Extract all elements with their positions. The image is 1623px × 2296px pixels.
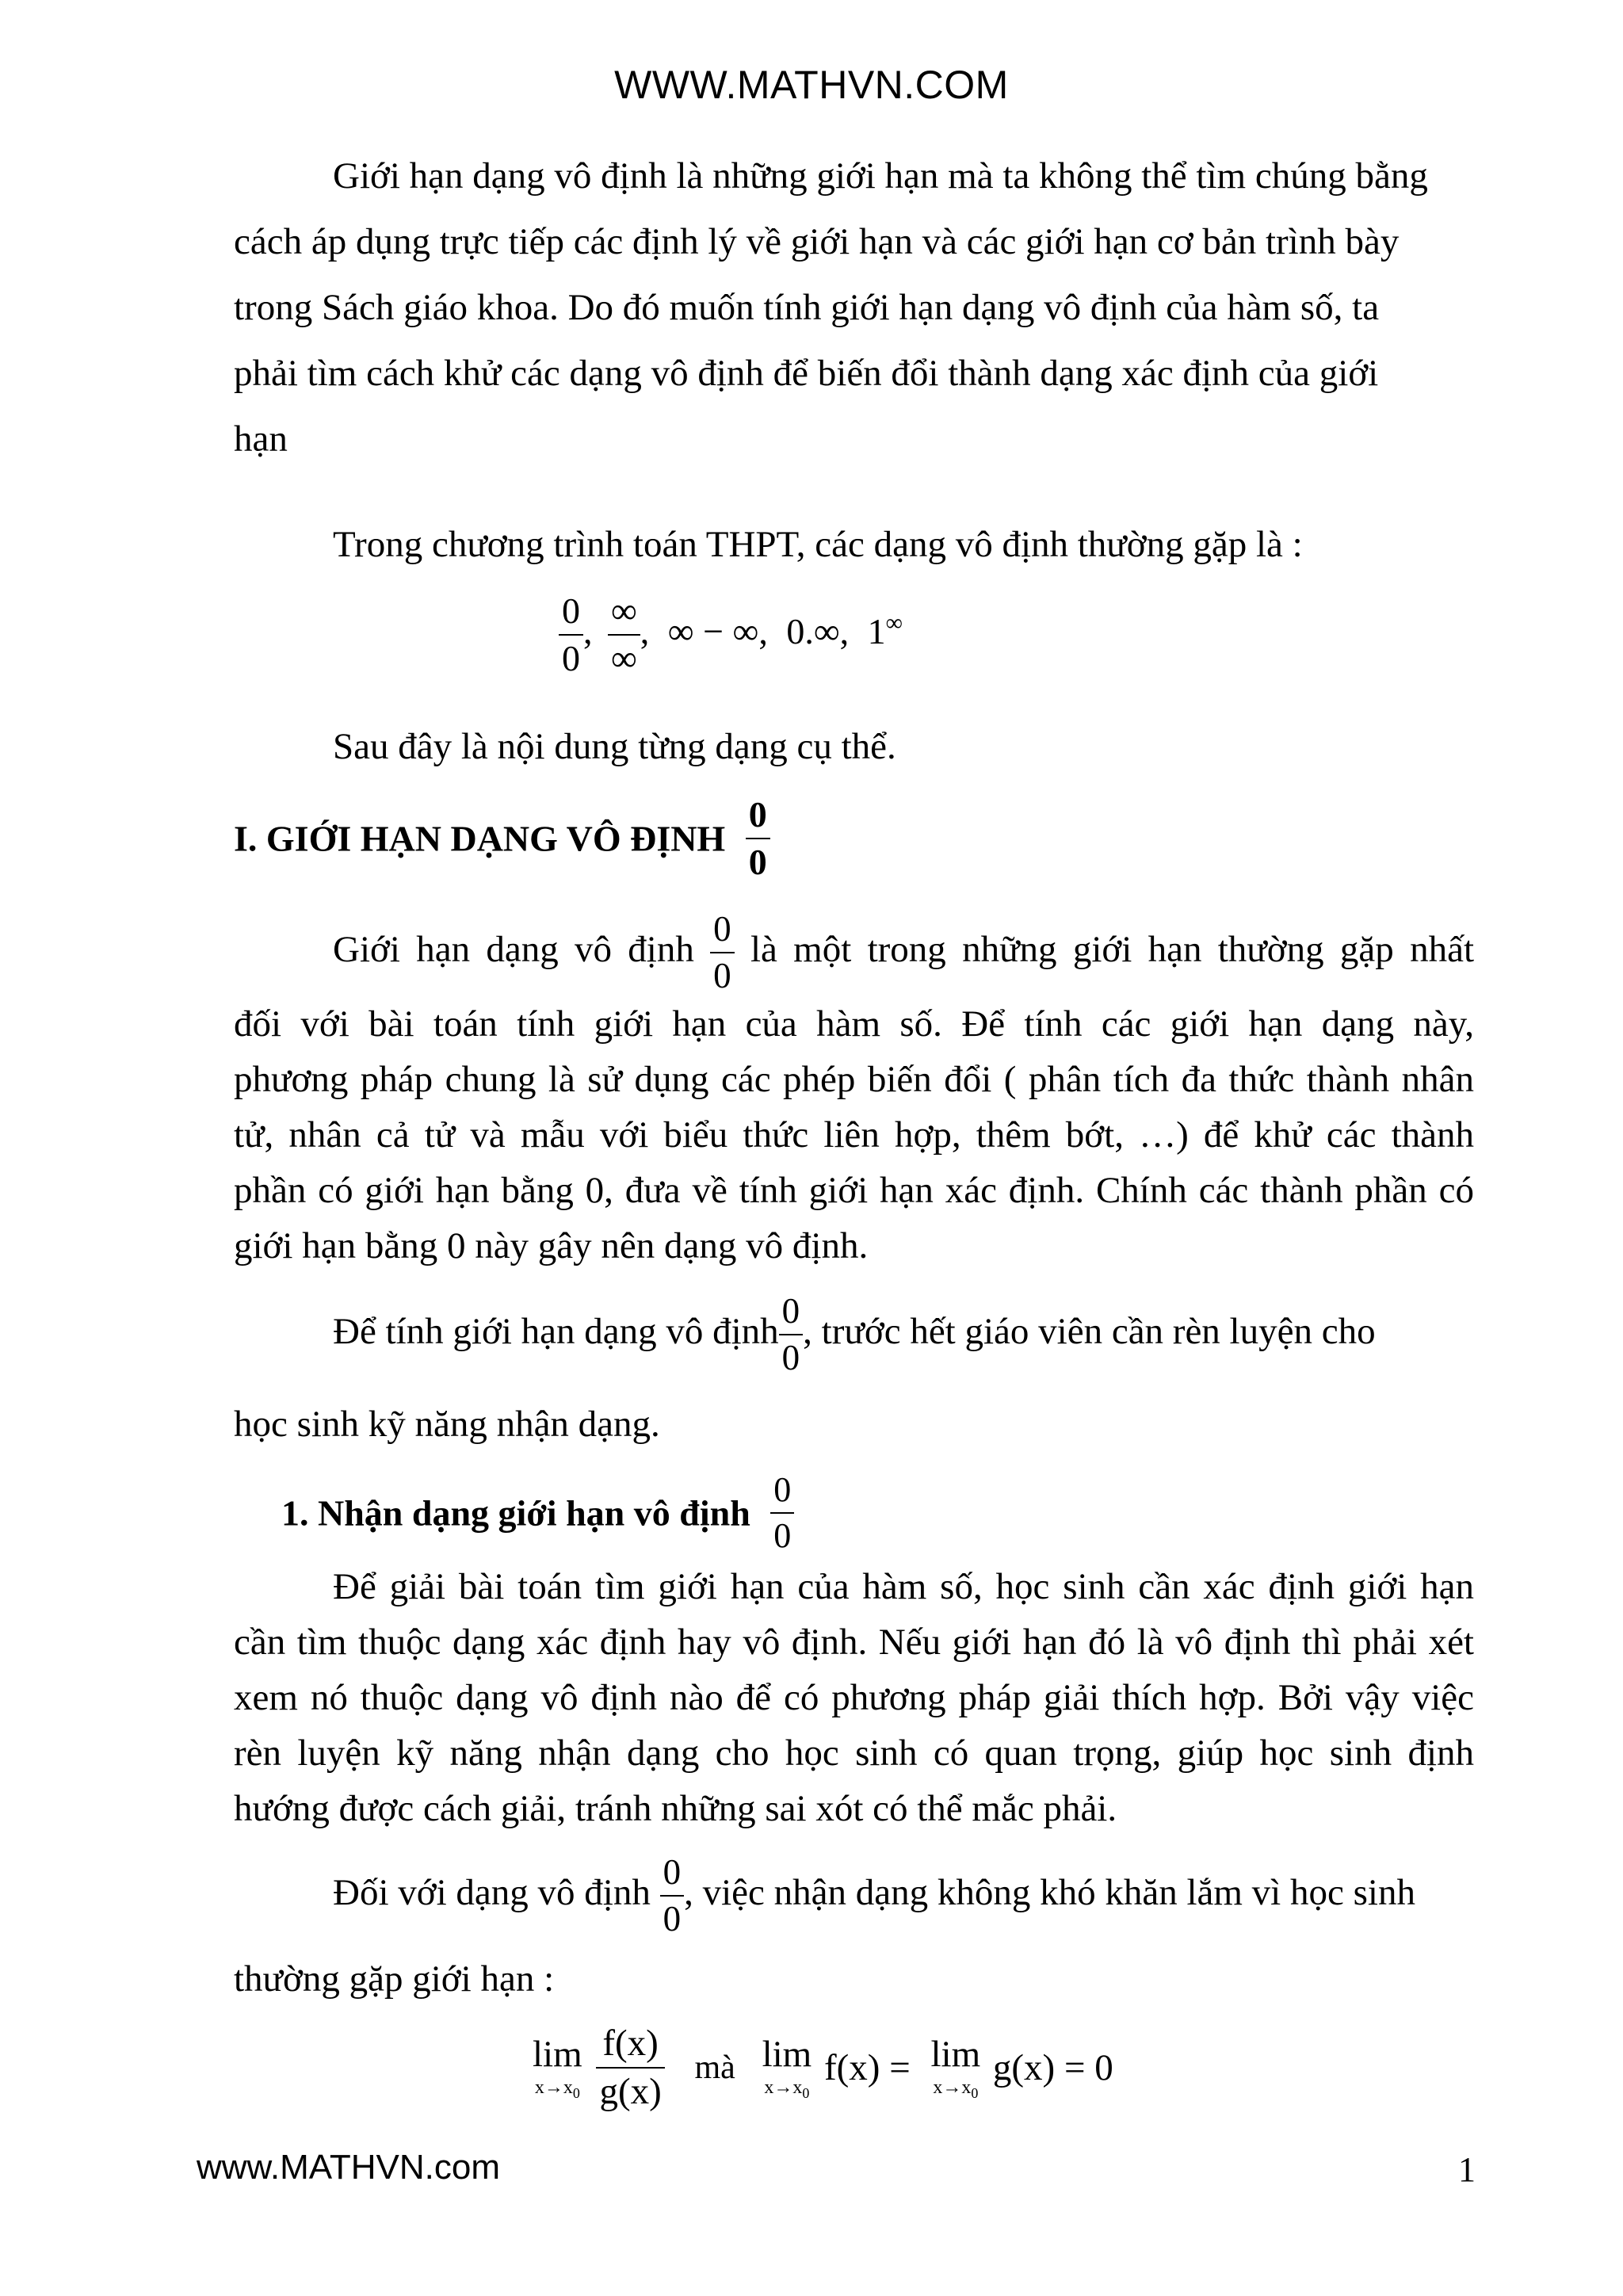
limit-formula [533,2025,1113,2111]
limit-operator: lim $x\to x_0$ [930,2033,981,2101]
ma-word: mà [694,2050,735,2086]
intro-line-3: trong Sách giáo khoa. Do đó muốn tính giới hạn dạng vô định của hàm số, ta [234,287,1380,328]
page-number: 1 [1458,2150,1476,2189]
intro-line-5: hạn [234,418,288,460]
inline-fraction: $\frac{0}{0}$ [660,1855,685,1937]
page-footer-site: www.MATHVN.com [197,2148,500,2187]
sub-p1-line-5: hướng được cách giải, tránh những sai xót có thể mắc phải. [234,1788,1117,1829]
sub-p2-line-1: Đối với dạng vô định $\frac{0}{0}$ , việc nhận dạng không khó khăn lắm vì học sinh [333,1852,1415,1939]
intro-line-1: Giới hạn dạng vô định là những giới hạn mà ta không thể tìm chúng bằng [333,155,1428,197]
heading-fraction: $\frac{0}{0}$ [746,797,770,881]
section-p1-line-3: phương pháp chung là sử dụng các phép biến đổi ( phân tích đa thức thành nhân [234,1059,1474,1100]
section-p2-line-1: Để tính giới hạn dạng vô định $\frac{0}{0}$ , trước hết giáo viên cần rèn luyện cho [333,1291,1376,1377]
limit-numerator-expression: f(x) = [824,2047,911,2088]
section-p1-line-5: phần có giới hạn bằng 0, đưa về tính giới hạn xác định. Chính các thành phần có [234,1170,1474,1211]
sub-p1-line-4: rèn luyện kỹ năng nhận dạng cho học sinh có quan trọng, giúp học sinh định [234,1733,1474,1774]
section-p1-line-6: giới hạn bằng 0 này gây nên dạng vô định. [234,1225,869,1266]
form-zero-times-inf: 0.∞, [786,610,850,651]
page-header: WWW.MATHVN.COM [614,63,1009,107]
form-one-pow-inf: 1∞ [867,609,903,651]
form-inf-over-inf: $\frac{\infty}{\infty}$ [608,593,640,677]
limit-operator: lim $x\to x_0$ [533,2033,582,2101]
section-p1-line-1: Giới hạn dạng vô định $\frac{0}{0}$ là một trong những giới hạn thường gặp nhất [333,909,1474,995]
form-inf-minus-inf: ∞ − ∞, [667,610,768,651]
section-p1-line-4: tử, nhân cả tử và mẫu với biểu thức liên hợp, thêm bớt, …) để khử các thành [234,1114,1474,1156]
heading-fraction: $\frac{0}{0}$ [770,1473,794,1553]
inline-fraction: $\frac{0}{0}$ [779,1293,804,1376]
intro-line-4: phải tìm cách khử các dạng vô định để biến đổi thành dạng xác định của giới [234,353,1379,394]
section-p1-line-2: đối với bài toán tính giới hạn của hàm số. Để tính các giới hạn dạng này, [234,1003,1474,1045]
section-p2-line-2: học sinh kỹ năng nhận dạng. [234,1404,660,1445]
limit-operator: lim $x\to x_0$ [762,2033,812,2101]
intro-line-2: cách áp dụng trực tiếp các định lý về giới hạn và các giới hạn cơ bản trình bày [234,221,1400,262]
intro-forms-sentence: Trong chương trình toán THPT, các dạng vô định thường gặp là : [333,524,1303,565]
section-heading: I. GIỚI HẠN DẠNG VÔ ĐỊNH $\frac{0}{0}$ [234,797,770,881]
sub-p1-line-2: cần tìm thuộc dạng xác định hay vô định. Nếu giới hạn đó là vô định thì phải xét [234,1622,1474,1663]
indeterminate-forms: $\frac{0}{0}$ , $\frac{\infty}{\infty}$ , ∞ − ∞, 0.∞, 1∞ [559,593,903,677]
subsection-heading: 1. Nhận dạng giới hạn vô định $\frac{0}{0}$ [281,1473,794,1553]
limit-denominator-expression: g(x) = 0 [992,2047,1113,2088]
sub-p2-line-2: thường gặp giới hạn : [234,1958,555,2000]
limit-fraction: $\frac{f(x)}{g(x)}$ [596,2025,664,2111]
sub-p1-line-1: Để giải bài toán tìm giới hạn của hàm số, học sinh cần xác định giới hạn [333,1566,1474,1607]
form-zero-over-zero: $\frac{0}{0}$ [559,593,583,677]
sub-p1-line-3: xem nó thuộc dạng vô định nào để có phương pháp giải thích hợp. Bởi vậy việc [234,1677,1474,1718]
intro-closing: Sau đây là nội dung từng dạng cụ thể. [333,726,896,767]
inline-fraction: $\frac{0}{0}$ [710,911,735,994]
